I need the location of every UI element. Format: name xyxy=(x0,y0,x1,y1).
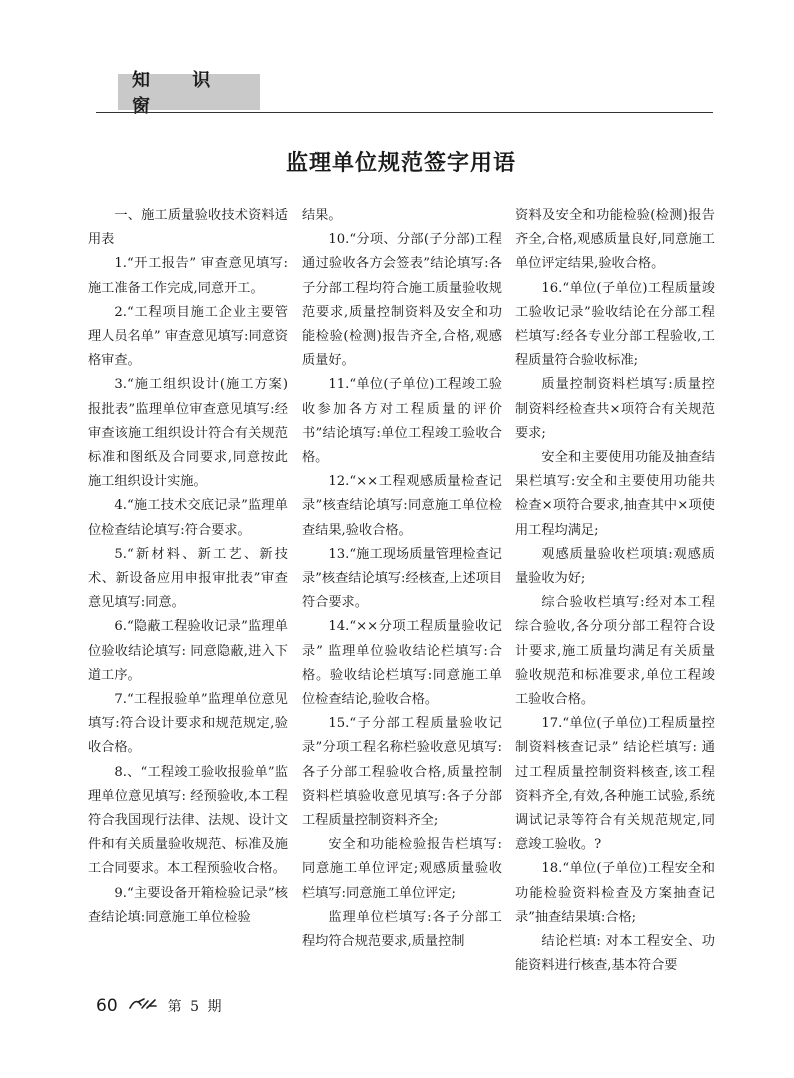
paragraph: 11.“单位(子单位)工程竣工验收参加各方对工程质量的评价书”结论填写:单位工程竣工验收合格。 xyxy=(302,377,502,466)
paragraph: 5.“新材料、新工艺、新技术、新设备应用申报审批表”审查意见填写:同意。 xyxy=(88,546,288,611)
paragraph: 安全和主要使用功能及抽查结果栏填写:安全和主要使用功能共检查×项符合要求,抽查其中×项使用工程均满足; xyxy=(515,450,715,538)
page-footer xyxy=(96,994,223,1018)
paragraph: 18.“单位(子单位)工程安全和功能检验资料检查及方案抽查记录”抽查结果填:合格; xyxy=(515,861,715,925)
paragraph: 12.“××工程观感质量检查记录”核查结论填写:同意施工单位检查结果,验收合格。 xyxy=(302,474,502,538)
text-column-2 xyxy=(302,204,502,954)
paragraph: 观感质量验收栏项填:观感质量验收为好; xyxy=(515,546,715,587)
paragraph: 质量控制资料栏填写:质量控制资料经检查共×项符合有关规范要求; xyxy=(515,377,715,441)
paragraph: 一、施工质量验收技术资料适用表 xyxy=(88,208,288,248)
paragraph: 1.“开工报告” 审查意见填写:施工准备工作完成,同意开工。 xyxy=(88,256,288,296)
paragraph: 14.“××分项工程质量验收记录” 监理单位验收结论栏填写:合格。验收结论栏填写:同意施工单位检查结论,验收合格。 xyxy=(302,619,502,708)
paragraph: 安全和功能检验报告栏填写:同意施工单位评定;观感质量验收栏填写:同意施工单位评定; xyxy=(302,837,502,901)
paragraph: 资料及安全和功能检验(检测)报告齐全,合格,观感质量良好,同意施工单位评定结果,验收合格。 xyxy=(515,208,715,272)
paragraph: 13.“施工现场质量管理检查记录”核查结论填写:经核查,上述项目符合要求。 xyxy=(302,546,503,611)
issue-label: 第 5 期 xyxy=(167,999,224,1015)
paragraph: 8.、“工程竣工验收报验单”监理单位意见填写: 经预验收,本工程符合我国现行法律、法规、设计文件和有关质量验收规范、标准及施工合同要求。本工程预验收合格。 xyxy=(88,764,288,877)
paragraph: 17.“单位(子单位)工程质量控制资料核查记录” 结论栏填写: 通过工程质量控制资料核查,该工程资料齐全,有效,各种施工试验,系统调试记录等符合有关规范规定,同意竣工验收。? xyxy=(515,716,715,853)
paragraph: 2.“工程项目施工企业主要管理人员名单” 审查意见填写:同意资格审查。 xyxy=(88,304,289,369)
paragraph: 10.“分项、分部(子分部)工程通过验收各方会签表”结论填写:各子分部工程均符合施工质量验收规范要求,质量控制资料及安全和功能检验(检测)报告齐全,合格,观感质量好。 xyxy=(302,232,502,369)
text-column-1 xyxy=(88,204,288,930)
paragraph: 4.“施工技术交底记录”监理单位检查结论填写:符合要求。 xyxy=(88,498,288,538)
column-header xyxy=(118,70,260,117)
paragraph: 3.“施工组织设计(施工方案)报批表”监理单位审查意见填写:经审查该施工组织设计符合有关规范标准和图纸及合同要求,同意按此施工组织设计实施。 xyxy=(88,377,288,490)
paragraph: 结论栏填: 对本工程安全、功能资料进行核查,基本符合要 xyxy=(515,934,715,974)
paragraph: 16.“单位(子单位)工程质量竣工验收记录”验收结论在分部工程栏填写:经各专业分部工程验收,工程质量符合验收标准; xyxy=(515,280,715,369)
paragraph: 7.“工程报验单”监理单位意见填写:符合设计要求和规范规定,验收合格。 xyxy=(88,692,288,756)
paragraph: 15.“子分部工程质量验收记录”分项工程名称栏验收意见填写: 各子分部工程验收合格,质量控制资料栏填验收意见填写:各子分部工程质量控制资料齐全; xyxy=(302,716,502,829)
paragraph: 9.“主要设备开箱检验记录”核查结论填:同意施工单位检验 xyxy=(88,885,288,925)
column-name: 知 识 窗 xyxy=(132,70,229,117)
paragraph: 结果。 xyxy=(302,208,342,223)
page-number: 60 xyxy=(96,996,118,1016)
magazine-logo-icon xyxy=(128,996,158,1016)
paragraph: 综合验收栏填写:经对本工程综合验收,各分项分部工程符合设计要求,施工质量均满足有关质量验收规范和标准要求,单位工程竣工验收合格。 xyxy=(515,595,715,708)
text-column-3 xyxy=(515,204,715,979)
header-rule xyxy=(96,112,713,113)
paragraph: 监理单位栏填写:各子分部工程均符合规范要求,质量控制 xyxy=(302,909,502,950)
article-title: 监理单位规范签字用语 xyxy=(285,151,516,176)
paragraph: 6.“隐蔽工程验收记录”监理单位验收结论填写: 同意隐蔽,进入下道工序。 xyxy=(88,619,288,683)
